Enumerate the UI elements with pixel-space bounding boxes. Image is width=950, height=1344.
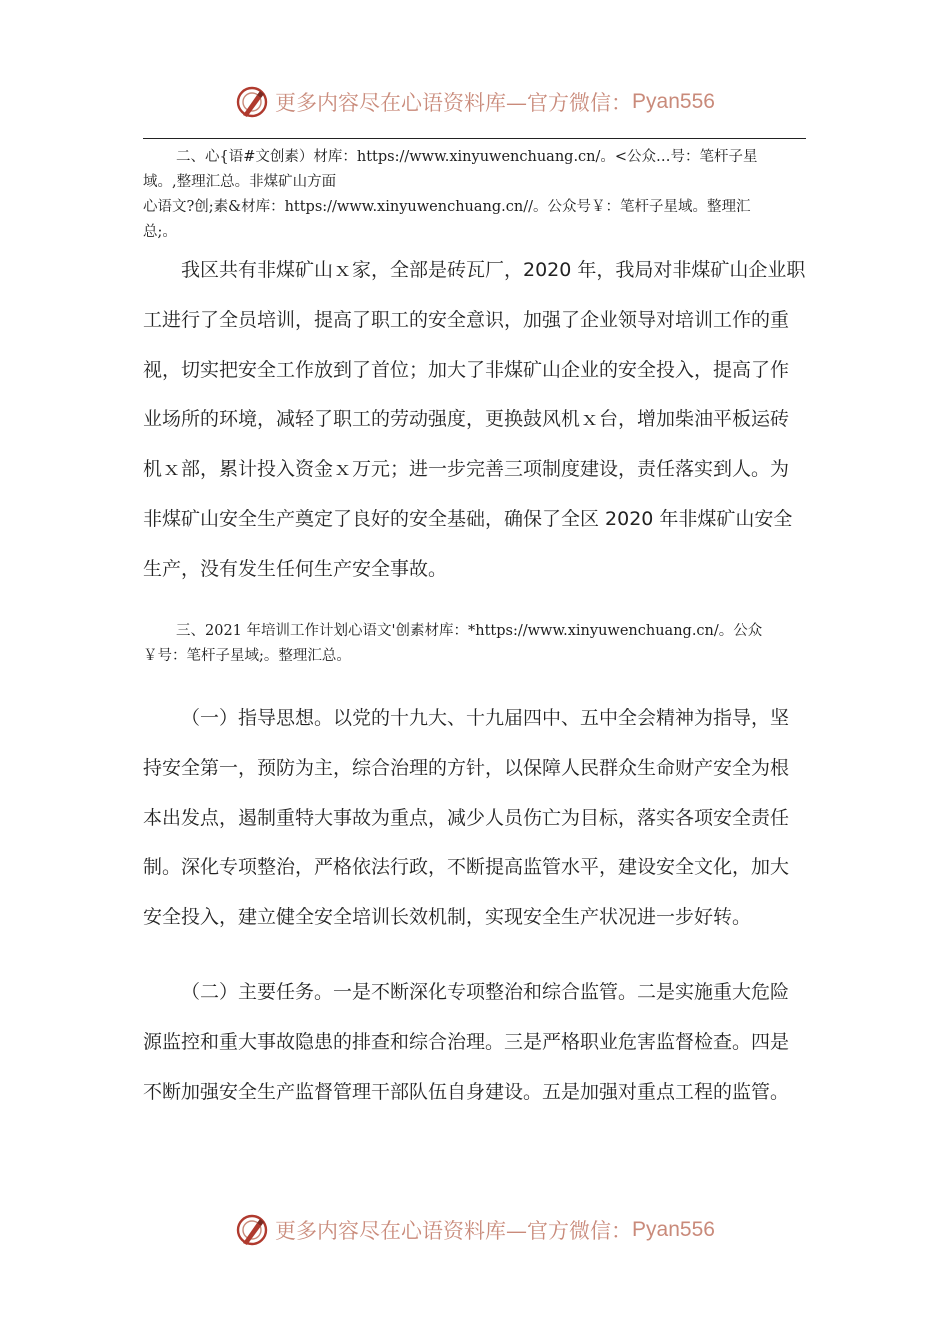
note-line: 心语文?创;素&材库：https://www.xinyuwenchuang.cn//。公众号￥：笔杆子星域。整理汇 — [143, 199, 751, 215]
footer-banner — [0, 1210, 950, 1250]
paragraph-main-tasks — [143, 968, 807, 1117]
paragraph-line: 视，切实把安全工作放到了首位；加大了非煤矿山企业的安全投入，提高了作 — [143, 358, 790, 381]
note-line: 总;。 — [143, 224, 177, 240]
paragraph-line: 生产，没有发生任何生产安全事故。 — [143, 557, 448, 580]
paragraph-line: 业场所的环境，减轻了职工的劳动强度，更换鼓风机ｘ台，增加柴油平板运砖 — [143, 408, 790, 431]
note-line: ￥号：笔杆子星域;。整理汇总。 — [143, 648, 351, 664]
paragraph-line: 不断加强安全生产监督管理干部队伍自身建设。五是加强对重点工程的监管。 — [143, 1080, 790, 1103]
header-banner — [0, 82, 950, 122]
paragraph-line: 本出发点，遏制重特大事故为重点，减少人员伤亡为目标，落实各项安全责任 — [143, 806, 790, 829]
paragraph-line: 源监控和重大事故隐患的排查和综合治理。三是严格职业危害监督检查。四是 — [143, 1030, 790, 1053]
paragraph-line: 我区共有非煤矿山ｘ家，全部是砖瓦厂，2020 年，我局对非煤矿山企业职 — [181, 259, 806, 281]
header-divider — [143, 138, 806, 139]
note-line: 域。,整理汇总。非煤矿山方面 — [143, 174, 337, 190]
paragraph-line: 持安全第一，预防为主，综合治理的方针，以保障人民群众生命财产安全为根 — [143, 756, 790, 779]
source-note-1 — [143, 145, 805, 245]
banner-text: 更多内容尽在心语资料库—官方微信： — [275, 91, 633, 115]
logo-icon — [235, 1213, 269, 1247]
paragraph-line: 非煤矿山安全生产奠定了良好的安全基础，确保了全区 2020 年非煤矿山安全 — [143, 507, 793, 530]
logo-icon — [235, 85, 269, 119]
paragraph-line: （二）主要任务。一是不断深化专项整治和综合监管。二是实施重大危险 — [181, 981, 790, 1003]
paragraph-overview — [143, 246, 807, 595]
paragraph-guiding-thought — [143, 694, 807, 943]
banner-account: Pyan556 — [632, 90, 715, 113]
banner-text: 更多内容尽在心语资料库—官方微信： — [275, 1219, 633, 1243]
note-line: 三、2021 年培训工作计划心语文'创素材库：*https://www.xinyuwenchuang.cn/。公众 — [176, 623, 763, 639]
note-line: 二、心{语#文创素）材库：https://www.xinyuwenchuang.cn/。<公众…号：笔杆子星 — [176, 149, 758, 165]
paragraph-line: 机ｘ部，累计投入资金ｘ万元；进一步完善三项制度建设，责任落实到人。为 — [143, 458, 790, 481]
paragraph-line: 工进行了全员培训，提高了职工的安全意识，加强了企业领导对培训工作的重 — [143, 308, 790, 331]
banner-account: Pyan556 — [632, 1218, 715, 1241]
paragraph-line: （一）指导思想。以党的十九大、十九届四中、五中全会精神为指导，坚 — [181, 707, 790, 729]
source-note-2 — [143, 619, 805, 669]
paragraph-line: 安全投入，建立健全安全培训长效机制，实现安全生产状况进一步好转。 — [143, 906, 752, 929]
paragraph-line: 制。深化专项整治，严格依法行政，不断提高监管水平，建设安全文化，加大 — [143, 856, 790, 879]
